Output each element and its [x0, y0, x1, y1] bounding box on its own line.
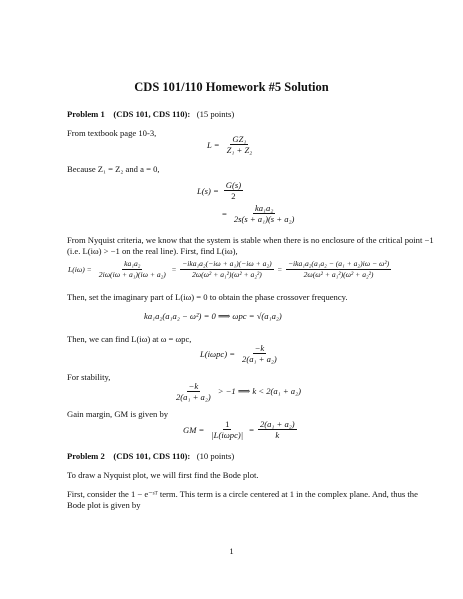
eq3-f1-numerator: ka₁a₂: [124, 259, 141, 268]
eq7-f2-denominator: k: [275, 430, 280, 440]
eq1-numerator: GZ₁: [232, 134, 247, 144]
eq2a-fraction: [224, 180, 243, 201]
because-text: Because Z₁ = Z₂ and a = 0,: [67, 164, 160, 174]
problem1-heading: Problem 1: [67, 109, 105, 119]
eq6-numerator: −k: [188, 381, 199, 391]
eq2b-fraction: [232, 203, 297, 224]
find-L-text: Then, we can find L(iω) at ω = ωpc,: [67, 334, 192, 344]
problem1-intro: From textbook page 10-3,: [67, 128, 157, 138]
equation-Liw: L(iω) = $\frac{\text{ka₁a₂}}{\text{2iω(iω + a₁)(iω + a₂)}}$ = $\frac{\text{−ika₁a₂(−iω + a₁)(−iω + a₂)}}{\text{2ω(ω² + a₁²)(ω² + a₂²)}}$ = $\frac{\text{−ika₁a₂(a₁a₂ − (a₁ + a₂)iω − ω²)}}{\text{2ω(ω² + a₁²)(ω² + a₂²)}}$: [68, 259, 390, 279]
nyquist-text-line2: (i.e. L(iω) > −1 on the real line). First, find L(iω),: [67, 246, 238, 256]
problem2-line2: First, consider the 1 − e⁻ˢᵀ term. This term is a circle centered at 1 in the complex plane. And, thus the: [67, 489, 418, 499]
problem2-line1: To draw a Nyquist plot, we will first find the Bode plot.: [67, 470, 259, 480]
problem2-points: (10 points): [196, 451, 235, 461]
eq3-f1-denominator: 2iω(iω + a₁)(iω + a₂): [98, 270, 166, 279]
eq5-fraction: [240, 343, 279, 364]
nyquist-text-line1: From Nyquist criteria, we know that the system is stable when there is no enclosure of the critical point −1: [67, 235, 434, 245]
problem1-course: (CDS 101, CDS 110):: [113, 109, 191, 119]
phase-crossover-text: Then, set the imaginary part of L(iω) = 0 to obtain the phase crossover frequency.: [67, 292, 348, 302]
eq7-f2-numerator: 2(a₁ + a₂): [259, 419, 295, 429]
page-number: 1: [229, 546, 234, 556]
eq2a-denominator: 2: [231, 191, 236, 201]
problem2-course: (CDS 101, CDS 110):: [113, 451, 191, 461]
eq3-fraction2: [180, 259, 274, 280]
eq2a-lhs: L(s) =: [197, 185, 219, 196]
problem2-heading: Problem 2: [67, 451, 105, 461]
document-title: CDS 101/110 Homework #5 Solution: [134, 80, 329, 94]
eq3-f2-numerator: −ika₁a₂(−iω + a₁)(−iω + a₂): [182, 259, 272, 268]
eq5-lhs: L(iωpc) =: [200, 348, 236, 359]
eq7-lhs: GM =: [183, 424, 205, 435]
equation-gain-margin: GM = $\frac{1}{\text{|L(iωpc)|}}$ = $\frac{\text{2(a₁ + a₂)}}{k}$: [183, 419, 295, 440]
eq3-fraction3: [286, 259, 391, 280]
eq6-fraction: [174, 381, 213, 402]
eq3-fraction1: [97, 259, 168, 280]
equation-L: [207, 134, 256, 155]
eq7-fraction2: [258, 419, 297, 440]
equation-Ls: [197, 180, 245, 201]
gain-margin-text: Gain margin, GM is given by: [67, 409, 169, 419]
problem2-heading-line: [67, 451, 234, 461]
problem2-line3: Bode plot is given by: [67, 500, 141, 510]
eq7-fraction1: [209, 419, 245, 440]
eq5-denominator: 2(a₁ + a₂): [242, 354, 277, 364]
eq7-f1-numerator: 1: [225, 419, 230, 429]
eq2b-denominator: 2s(s + a₁)(s + a₂): [233, 214, 295, 224]
eq3-lhs: L(iω) =: [68, 265, 92, 274]
equation-phase-crossover: ka₁a₂(a₁a₂ − ω²) = 0 ⟹ ωpc = √(a₁a₂): [144, 311, 282, 321]
equation-Lwpc: [200, 343, 281, 364]
eq3-f2-denominator: 2ω(ω² + a₁²)(ω² + a₂²): [191, 270, 262, 279]
equation-Ls-expanded: [222, 203, 298, 224]
eq1-lhs: L =: [207, 139, 220, 150]
eq6-condition: > −1 ⟹ k < 2(a₁ + a₂): [217, 386, 301, 396]
eq2b-lhs: =: [222, 208, 227, 219]
problem1-heading-line: [67, 109, 234, 119]
stability-text: For stability,: [67, 372, 111, 382]
eq5-numerator: −k: [254, 343, 265, 353]
eq3-f3-numerator: −ika₁a₂(a₁a₂ − (a₁ + a₂)iω − ω²): [287, 259, 390, 268]
eq2a-numerator: G(s): [225, 180, 242, 190]
eq1-denominator: Z₁ + Z₂: [226, 145, 253, 155]
eq1-fraction: [225, 134, 255, 155]
equation-stability: [172, 381, 301, 402]
eq3-f3-denominator: 2ω(ω² + a₁²)(ω² + a₂²): [303, 270, 374, 279]
eq2b-numerator: ka₁a₂: [254, 203, 274, 213]
problem1-points: (15 points): [196, 109, 235, 119]
eq7-f1-denominator: |L(iωpc)|: [211, 430, 244, 440]
eq6-denominator: 2(a₁ + a₂): [176, 392, 211, 402]
